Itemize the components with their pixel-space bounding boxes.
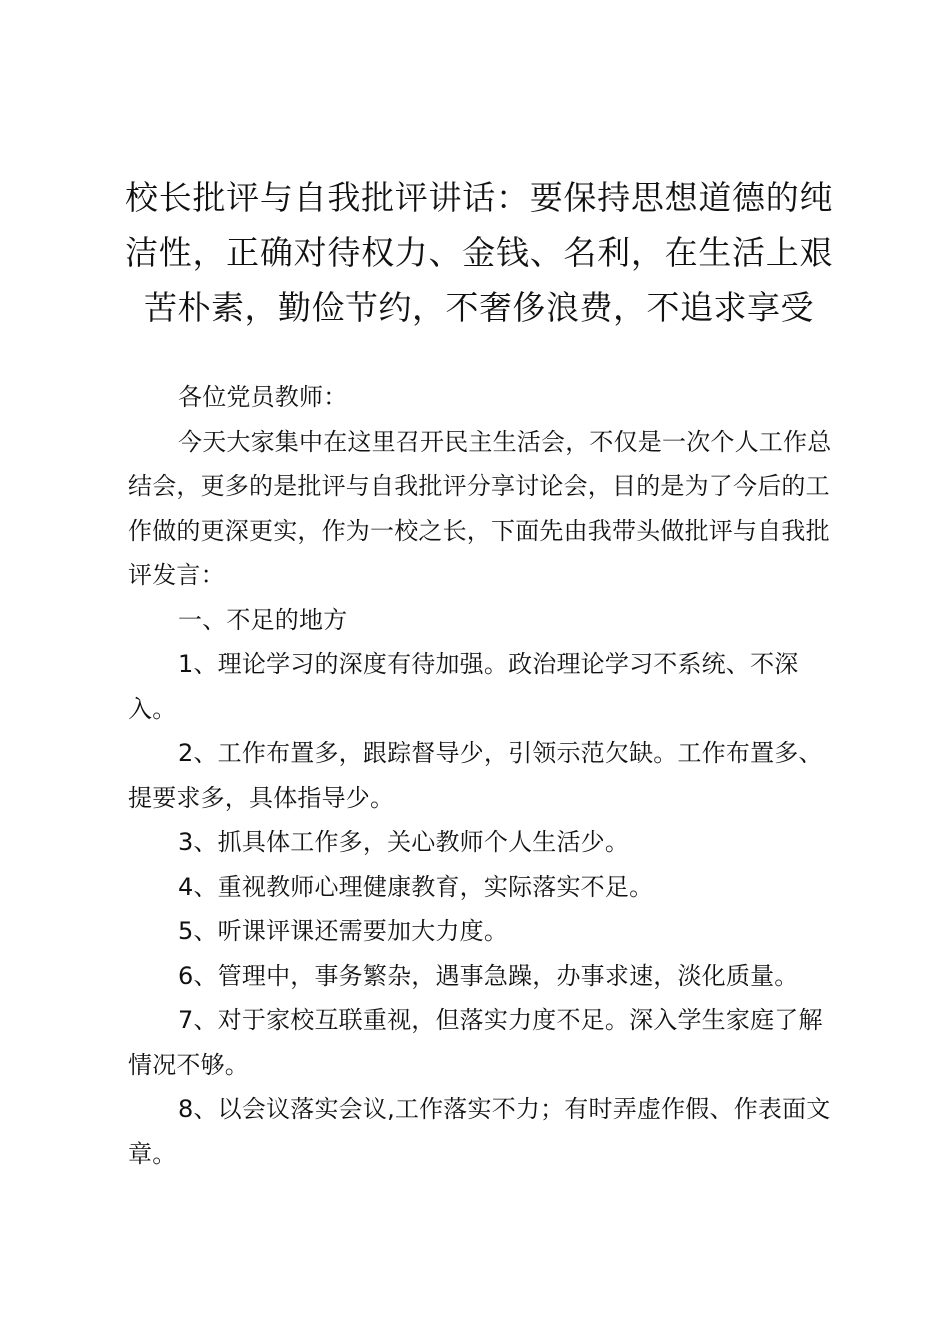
document-title: 校长批评与自我批评讲话：要保持思想道德的纯洁性，正确对待权力、金钱、名利，在生活上艰苦朴素，勤俭节约，不奢侈浪费，不追求享受 (125, 178, 833, 327)
list-item: 4、重视教师心理健康教育，实际落实不足。 (178, 872, 654, 901)
list-item: 3、抓具体工作多，关心教师个人生活少。 (178, 828, 630, 856)
section-heading: 一、不足的地方 (178, 605, 348, 634)
list-item: 1、理论学习的深度有待加强。政治理论学习不系统、不深入。 (128, 650, 799, 723)
list-item: 6、管理中，事务繁杂，遇事急躁，办事求速，淡化质量。 (178, 961, 799, 990)
list-item: 8、以会议落实会议,工作落实不力；有时弄虚作假、作表面文章。 (128, 1095, 831, 1168)
intro-paragraph: 今天大家集中在这里召开民主生活会，不仅是一次个人工作总结会，更多的是批评与自我批评分享讨论会，目的是为了今后的工作做的更深更实，作为一校之长，下面先由我带头做批评与自我批评发言： (128, 427, 832, 589)
salutation: 各位党员教师： (178, 383, 348, 411)
document-body (128, 375, 840, 1176)
list-item: 5、听课评课还需要加大力度。 (178, 917, 509, 945)
list-item: 7、对于家校互联重视，但落实力度不足。深入学生家庭了解情况不够。 (128, 1006, 823, 1079)
list-item: 2、工作布置多，跟踪督导少，引领示范欠缺。工作布置多、提要求多，具体指导少。 (128, 739, 823, 812)
